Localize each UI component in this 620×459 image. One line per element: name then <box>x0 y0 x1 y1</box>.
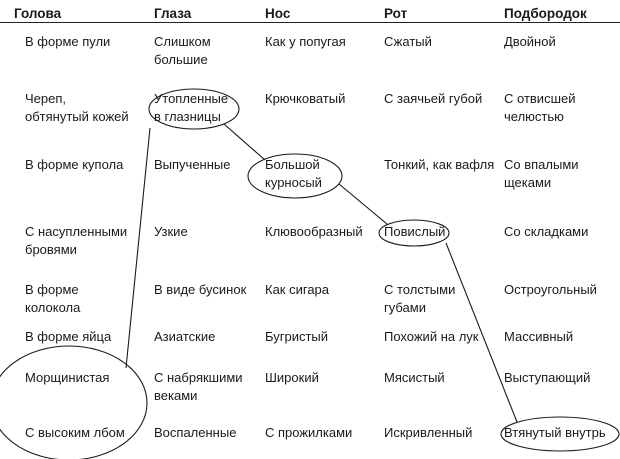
nose-item-1: Как у попугая <box>265 34 346 49</box>
mouth-item-1: Сжатый <box>384 34 432 49</box>
mouth-item-6: Похожий на лук <box>384 329 479 344</box>
eyes-item-3: Выпученные <box>154 157 231 172</box>
header-nose: Нос <box>265 6 291 21</box>
eyes-item-8: Воспаленные <box>154 425 237 440</box>
header-head: Голова <box>14 6 62 21</box>
chin-item-4: Со складками <box>504 224 589 239</box>
mouth-item-2: С заячьей губой <box>384 91 483 106</box>
header-eyes: Глаза <box>154 6 192 21</box>
selection-circle-head <box>0 346 147 459</box>
nose-item-2: Крючковатый <box>265 91 346 106</box>
eyes-item-1: Слишком большие <box>154 34 211 67</box>
connector-eyes-nose <box>224 124 265 160</box>
head-item-2: Череп, обтянутый кожей <box>25 91 129 124</box>
nose-item-7: Широкий <box>265 370 319 385</box>
mouth-item-5: С толстыми губами <box>384 282 456 315</box>
chin-item-2: С отвисшей челюстью <box>504 91 576 124</box>
chin-item-8: Втянутый внутрь <box>504 425 606 440</box>
eyes-item-4: Узкие <box>154 224 188 239</box>
eyes-item-6: Азиатские <box>154 329 216 344</box>
header-mouth: Рот <box>384 6 408 21</box>
chin-item-6: Массивный <box>504 329 574 344</box>
header-rule <box>0 22 620 23</box>
head-item-5: В форме колокола <box>25 282 81 315</box>
eyes-item-7: С набрякшими веками <box>154 370 243 403</box>
head-item-7: Морщинистая <box>25 370 110 385</box>
chin-item-1: Двойной <box>504 34 556 49</box>
connector-nose-mouth <box>339 184 387 224</box>
chin-item-7: Выступающий <box>504 370 591 385</box>
mouth-item-8: Искривленный <box>384 425 473 440</box>
header-chin: Подбородок <box>504 6 587 21</box>
nose-item-4: Клювообразный <box>265 224 363 239</box>
mouth-item-3: Тонкий, как вафля <box>384 157 495 172</box>
chin-item-3: Со впалыми щеками <box>504 157 579 190</box>
eyes-item-5: В виде бусинок <box>154 282 247 297</box>
connector-head-eyes <box>126 128 150 368</box>
head-item-4: С насупленными бровями <box>25 224 128 257</box>
nose-item-6: Бугристый <box>265 329 329 344</box>
nose-item-3: Большой курносый <box>265 157 322 190</box>
nose-item-8: С прожилками <box>265 425 353 440</box>
mouth-item-4: Повислый <box>384 224 446 239</box>
nose-item-5: Как сигара <box>265 282 330 297</box>
head-item-1: В форме пули <box>25 34 111 49</box>
head-item-8: С высоким лбом <box>25 425 125 440</box>
eyes-item-2: Утопленные в глазницы <box>154 91 229 124</box>
head-item-3: В форме купола <box>25 157 124 172</box>
head-item-6: В форме яйца <box>25 329 112 344</box>
chin-item-5: Остроугольный <box>504 282 597 297</box>
mouth-item-7: Мясистый <box>384 370 445 385</box>
